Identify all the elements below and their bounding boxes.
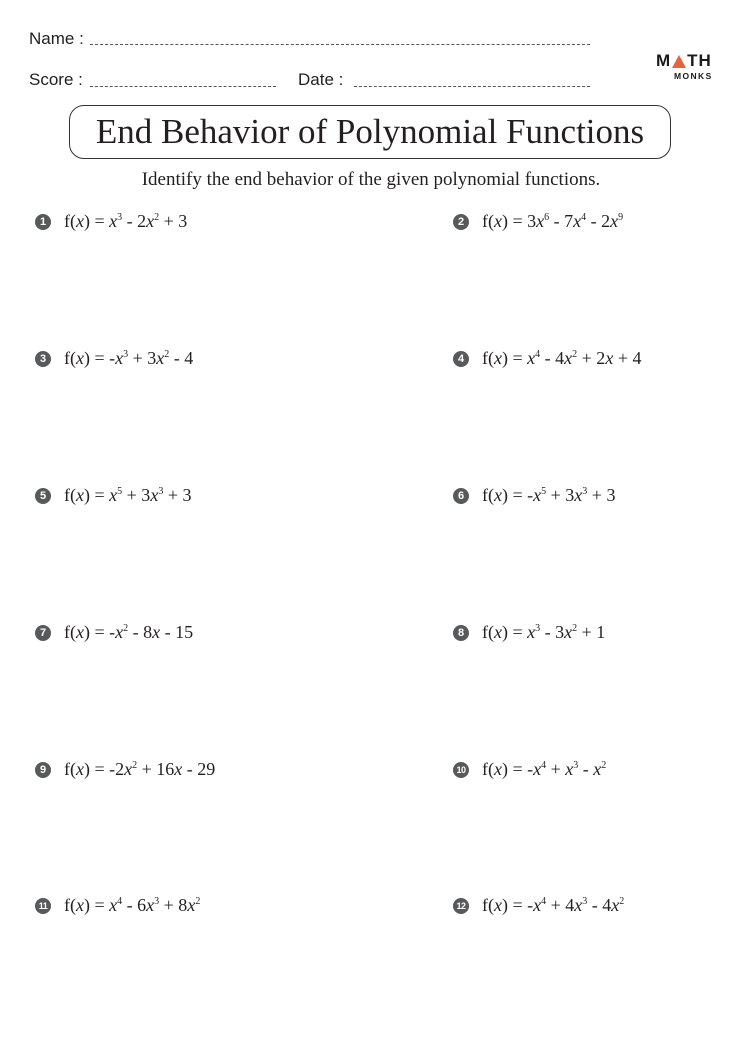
variable: x bbox=[610, 211, 619, 231]
expression-text: - 6 bbox=[122, 895, 147, 915]
expression-text: f( bbox=[482, 895, 494, 915]
variable: x bbox=[124, 759, 133, 779]
variable: x bbox=[109, 485, 118, 505]
variable: x bbox=[187, 895, 196, 915]
exponent: 2 bbox=[195, 896, 201, 907]
problem-expression bbox=[482, 895, 624, 916]
expression-text: ) = bbox=[84, 211, 110, 231]
expression-text: - 8 bbox=[128, 622, 153, 642]
problem-6 bbox=[453, 485, 615, 506]
variable: x bbox=[76, 895, 84, 915]
expression-text: ) = bbox=[502, 622, 528, 642]
exponent: 5 bbox=[117, 486, 123, 497]
score-field[interactable] bbox=[90, 86, 276, 87]
title-box bbox=[69, 105, 671, 159]
problem-4 bbox=[453, 348, 641, 369]
expression-text: - 4 bbox=[169, 348, 194, 368]
expression-text: ) = 3 bbox=[502, 211, 537, 231]
date-label: Date : bbox=[298, 70, 344, 89]
variable: x bbox=[152, 622, 161, 642]
problem-number-badge: 1 bbox=[35, 214, 51, 230]
logo-letter-m: M bbox=[656, 51, 672, 70]
expression-text: f( bbox=[482, 211, 494, 231]
problem-expression bbox=[482, 485, 615, 506]
expression-text: + 3 bbox=[159, 211, 188, 231]
expression-text: - 2 bbox=[122, 211, 147, 231]
expression-text: - 29 bbox=[182, 759, 216, 779]
problem-number-badge: 4 bbox=[453, 351, 469, 367]
exponent: 4 bbox=[117, 896, 123, 907]
score-label: Score : bbox=[29, 70, 83, 89]
exponent: 2 bbox=[619, 896, 625, 907]
expression-text: + 4 bbox=[546, 895, 575, 915]
expression-text: + 8 bbox=[159, 895, 188, 915]
exponent: 5 bbox=[541, 486, 547, 497]
variable: x bbox=[494, 485, 502, 505]
expression-text: + 3 bbox=[587, 485, 616, 505]
problem-expression bbox=[482, 622, 605, 643]
logo-letters-th: TH bbox=[687, 51, 712, 70]
problem-number-badge: 9 bbox=[35, 762, 51, 778]
expression-text: ) = - bbox=[84, 348, 116, 368]
exponent: 4 bbox=[535, 349, 541, 360]
expression-text: ) = bbox=[84, 485, 110, 505]
variable: x bbox=[76, 211, 84, 231]
problem-5 bbox=[35, 485, 191, 506]
problem-number-badge: 12 bbox=[453, 898, 469, 914]
problem-8 bbox=[453, 622, 605, 643]
problem-expression bbox=[64, 759, 215, 780]
problem-3 bbox=[35, 348, 193, 369]
variable: x bbox=[605, 348, 614, 368]
exponent: 4 bbox=[541, 760, 547, 771]
math-monks-logo bbox=[656, 52, 716, 81]
expression-text: ) = - bbox=[84, 622, 116, 642]
variable: x bbox=[150, 485, 159, 505]
expression-text: - 15 bbox=[160, 622, 194, 642]
expression-text: f( bbox=[64, 759, 76, 779]
expression-text: + 1 bbox=[577, 622, 606, 642]
exponent: 3 bbox=[582, 896, 588, 907]
problem-9 bbox=[35, 759, 215, 780]
variable: x bbox=[536, 211, 545, 231]
variable: x bbox=[564, 622, 573, 642]
exponent: 3 bbox=[582, 486, 588, 497]
variable: x bbox=[146, 211, 155, 231]
exponent: 2 bbox=[572, 349, 578, 360]
exponent: 9 bbox=[618, 212, 624, 223]
logo-subtitle: MONKS bbox=[674, 71, 713, 81]
variable: x bbox=[611, 895, 620, 915]
variable: x bbox=[564, 348, 573, 368]
expression-text: ) = - bbox=[502, 895, 534, 915]
problem-number-badge: 6 bbox=[453, 488, 469, 504]
exponent: 2 bbox=[572, 623, 578, 634]
variable: x bbox=[533, 485, 542, 505]
variable: x bbox=[494, 211, 502, 231]
variable: x bbox=[109, 895, 118, 915]
problem-number-badge: 2 bbox=[453, 214, 469, 230]
problem-expression bbox=[64, 211, 187, 232]
problem-number-badge: 10 bbox=[453, 762, 469, 778]
expression-text: + bbox=[546, 759, 566, 779]
exponent: 3 bbox=[158, 486, 164, 497]
variable: x bbox=[76, 759, 84, 779]
variable: x bbox=[533, 759, 542, 779]
expression-text: - 2 bbox=[586, 211, 611, 231]
exponent: 4 bbox=[541, 896, 547, 907]
problem-expression bbox=[64, 895, 200, 916]
exponent: 4 bbox=[581, 212, 587, 223]
problem-expression bbox=[64, 485, 191, 506]
variable: x bbox=[573, 211, 582, 231]
instructions: Identify the end behavior of the given polynomial functions. bbox=[141, 169, 601, 190]
exponent: 2 bbox=[132, 760, 138, 771]
expression-text: ) = bbox=[502, 348, 528, 368]
problem-number-badge: 8 bbox=[453, 625, 469, 641]
variable: x bbox=[574, 485, 583, 505]
date-field[interactable] bbox=[354, 86, 590, 87]
variable: x bbox=[109, 211, 118, 231]
expression-text: + 16 bbox=[137, 759, 175, 779]
variable: x bbox=[76, 622, 84, 642]
expression-text: ) = bbox=[84, 895, 110, 915]
problem-7 bbox=[35, 622, 193, 643]
name-field[interactable] bbox=[90, 44, 590, 45]
variable: x bbox=[76, 485, 84, 505]
exponent: 3 bbox=[535, 623, 541, 634]
problem-2 bbox=[453, 211, 623, 232]
variable: x bbox=[174, 759, 183, 779]
problem-number-badge: 7 bbox=[35, 625, 51, 641]
problem-number-badge: 3 bbox=[35, 351, 51, 367]
problem-11 bbox=[35, 895, 200, 916]
expression-text: - 4 bbox=[587, 895, 612, 915]
exponent: 6 bbox=[544, 212, 550, 223]
problem-expression bbox=[482, 348, 641, 369]
expression-text: f( bbox=[64, 348, 76, 368]
variable: x bbox=[494, 622, 502, 642]
exponent: 3 bbox=[123, 349, 129, 360]
expression-text: ) = - bbox=[502, 759, 534, 779]
expression-text: ) = - bbox=[502, 485, 534, 505]
variable: x bbox=[156, 348, 165, 368]
exponent: 3 bbox=[573, 760, 579, 771]
expression-text: f( bbox=[64, 485, 76, 505]
variable: x bbox=[527, 348, 536, 368]
name-label: Name : bbox=[29, 29, 84, 48]
exponent: 2 bbox=[164, 349, 170, 360]
variable: x bbox=[593, 759, 602, 779]
variable: x bbox=[574, 895, 583, 915]
problem-number-badge: 5 bbox=[35, 488, 51, 504]
expression-text: f( bbox=[482, 348, 494, 368]
worksheet-title: End Behavior of Polynomial Functions bbox=[95, 112, 645, 151]
variable: x bbox=[146, 895, 155, 915]
problem-10 bbox=[453, 759, 606, 780]
problem-number-badge: 11 bbox=[35, 898, 51, 914]
variable: x bbox=[494, 348, 502, 368]
problem-expression bbox=[482, 759, 606, 780]
exponent: 2 bbox=[154, 212, 160, 223]
problem-12 bbox=[453, 895, 624, 916]
expression-text: - 7 bbox=[549, 211, 574, 231]
problem-expression bbox=[64, 622, 193, 643]
logo-triangle-icon bbox=[672, 55, 686, 68]
expression-text: f( bbox=[482, 622, 494, 642]
expression-text: + 4 bbox=[613, 348, 642, 368]
expression-text: f( bbox=[482, 759, 494, 779]
expression-text: f( bbox=[64, 895, 76, 915]
problem-expression bbox=[64, 348, 193, 369]
exponent: 2 bbox=[601, 760, 607, 771]
expression-text: f( bbox=[482, 485, 494, 505]
expression-text: + 3 bbox=[163, 485, 192, 505]
expression-text: + 3 bbox=[122, 485, 151, 505]
variable: x bbox=[527, 622, 536, 642]
variable: x bbox=[115, 348, 124, 368]
expression-text: + 2 bbox=[577, 348, 606, 368]
expression-text: - 4 bbox=[540, 348, 565, 368]
variable: x bbox=[533, 895, 542, 915]
problem-expression bbox=[482, 211, 623, 232]
exponent: 3 bbox=[117, 212, 123, 223]
expression-text: ) = -2 bbox=[84, 759, 125, 779]
expression-text: + 3 bbox=[128, 348, 157, 368]
variable: x bbox=[115, 622, 124, 642]
expression-text: + 3 bbox=[546, 485, 575, 505]
variable: x bbox=[565, 759, 574, 779]
expression-text: - 3 bbox=[540, 622, 565, 642]
variable: x bbox=[76, 348, 84, 368]
expression-text: - bbox=[578, 759, 594, 779]
problem-1 bbox=[35, 211, 187, 232]
variable: x bbox=[494, 895, 502, 915]
exponent: 2 bbox=[123, 623, 129, 634]
variable: x bbox=[494, 759, 502, 779]
expression-text: f( bbox=[64, 211, 76, 231]
exponent: 3 bbox=[154, 896, 160, 907]
expression-text: f( bbox=[64, 622, 76, 642]
